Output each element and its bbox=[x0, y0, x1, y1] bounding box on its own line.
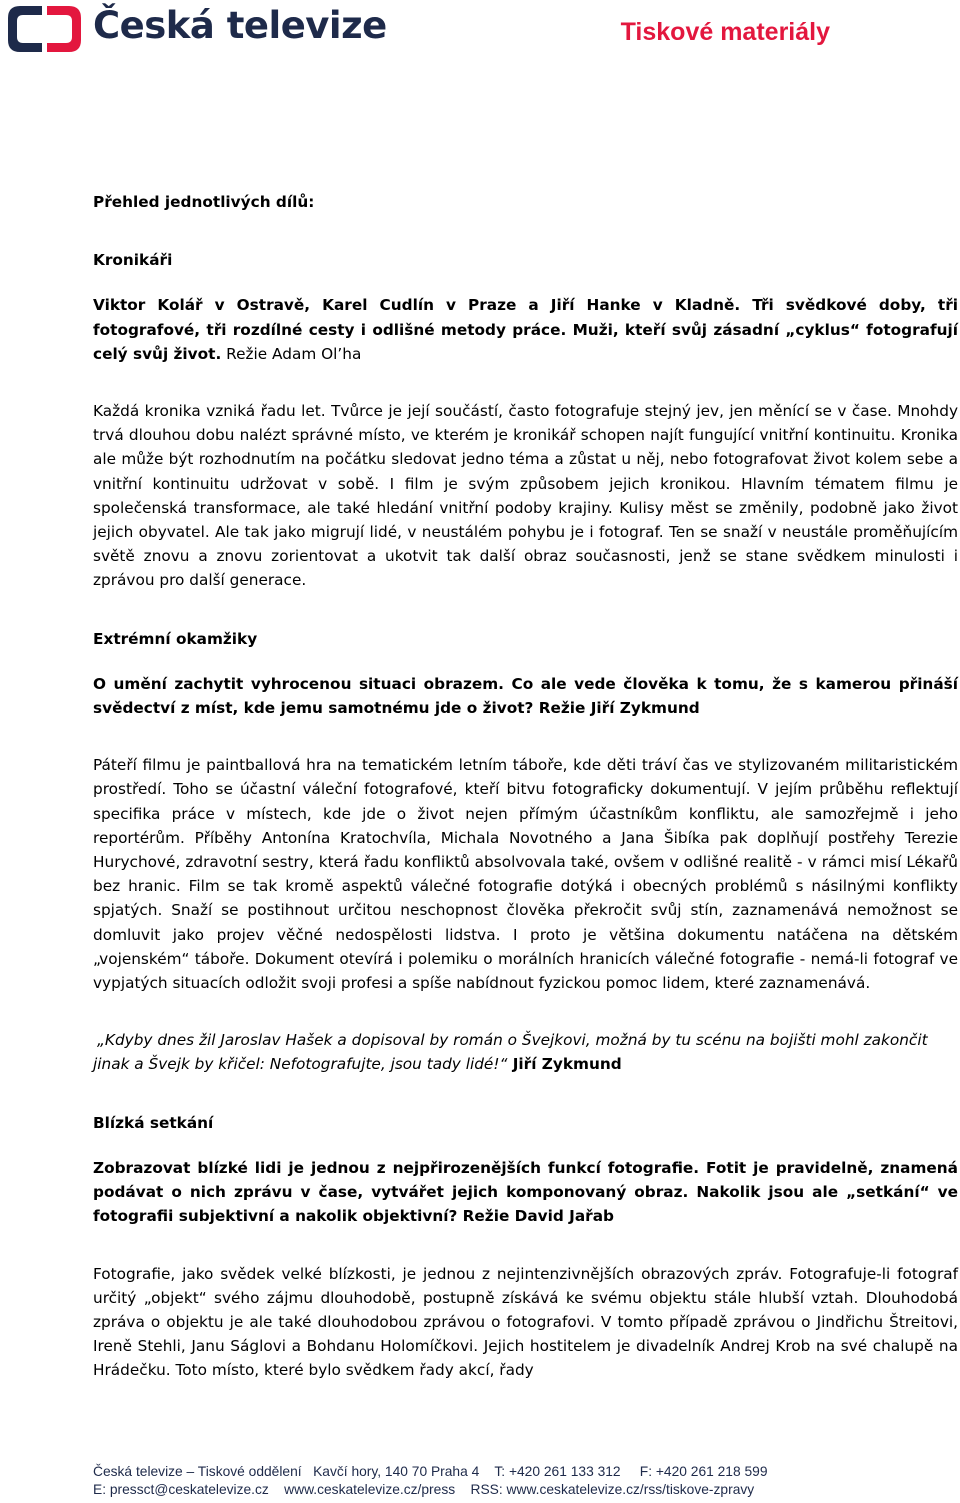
footer-phone: T: +420 261 133 312 bbox=[494, 1464, 621, 1479]
page-footer bbox=[93, 1463, 953, 1499]
section-body-kronikari: Každá kronika vzniká řadu let. Tvůrce je její součástí, často fotografuje stejný jev, jen měnící se v čase. Mnohdy trvá dlouhou dobu nalézt správné místo, ve kterém je kronikář schopen najít fungující vnitřní kontinuitu. Kronika ale může být rozhodnutím na počátku sledovat jedno téma a zůstat u něj, nebo fotografovat život kolem sebe a vnitřní kontinuitu udržovat v sobě. I film je svým způsobem jejich kronikou. Hlavním tématem filmu je společenská transformace, ale také hledání vnitřní podoby krajiny. Kulisy měst se změnily, podobně jako život jejich obyvatel. Ale tak jako migrují lidé, v neustálém pohybu je i fotograf. Ten se snaží v neustále proměňujícím světě znovu a znovu zorientovat a ukotvit tak další obraz současnosti, jenž se stane svědkem minulosti i zprávou pro další generace. bbox=[93, 402, 958, 590]
footer-org: Česká televize – Tiskové oddělení bbox=[93, 1464, 302, 1479]
footer-line-2 bbox=[93, 1481, 953, 1499]
section-quote-extremni bbox=[93, 1028, 958, 1076]
quote-text: „Kdyby dnes žil Jaroslav Hašek a dopisoval by román o Švejkovi, možná by tu scénu na bojišti mohl zakončit jinak a Švejk by křičel: Nefotografujte, jsou tady lidé!“ bbox=[93, 1031, 928, 1074]
section-body-blizka: Fotografie, jako svědek velké blízkosti, je jednou z nejintenzivnějších obrazových zpráv. Fotografuje-li fotograf určitý „objekt“ svého zájmu dlouhodobě, postupně získává ke svému objektu stále hlubší vztah. Dlouhodobá zpráva o objektu je ale také dlouhodobou zprávou o fotografovi. V tomto případě zprávou o Jindřichu Štreitovi, Ireně Stehli, Janu Ságlovi a Bohdanu Holomíčkovi. Jejich hostitelem je divadelník Andrej Krob na své chalupě na Hrádečku. Toto místo, které bylo svědkem řady akcí, řady bbox=[93, 1264, 958, 1380]
ct-logo-icon bbox=[4, 2, 86, 56]
section-title-kronikari: Kronikáři bbox=[93, 251, 173, 270]
intro-text: Viktor Kolář v Ostravě, Karel Cudlín v Praze a Jiří Hanke v Kladně. Tři svědkové doby, tři fotografové, tři rozdílné cesty i odlišné metody práce. Muži, kteří svůj zásadní „cyklus“ fotografují celý svůj život. bbox=[93, 296, 958, 363]
section-intro-blizka: Zobrazovat blízké lidi je jednou z nejpřirozenějších funkcí fotografie. Fotit je pravidelně, znamená podávat o nich zprávu v čase, vytvářet jejich komponovaný obraz. Nakolik jsou ale „setkání“ ve fotografii subjektivní a nakolik objektivní? Režie David Jařab bbox=[93, 1158, 958, 1226]
section-title-extremni: Extrémní okamžiky bbox=[93, 629, 258, 648]
press-materials-title: Tiskové materiály bbox=[620, 18, 830, 46]
section-intro-kronikari bbox=[93, 293, 958, 366]
footer-fax: F: +420 261 218 599 bbox=[639, 1464, 768, 1479]
brand-name: Česká televize bbox=[93, 4, 387, 47]
quote-author: Jiří Zykmund bbox=[507, 1055, 622, 1074]
ct-logo bbox=[4, 2, 86, 60]
footer-email-link[interactable]: E: pressct@ceskatelevize.cz bbox=[93, 1482, 269, 1497]
section-intro-extremni: O umění zachytit vyhrocenou situaci obrazem. Co ale vede člověka k tomu, že s kamerou přináší svědectví z míst, kde jemu samotnému jde o život? Režie Jiří Zykmund bbox=[93, 674, 958, 718]
footer-rss-link[interactable]: RSS: www.ceskatelevize.cz/rss/tiskove-zpravy bbox=[470, 1482, 755, 1497]
footer-line-1 bbox=[93, 1463, 953, 1481]
overview-heading: Přehled jednotlivých dílů: bbox=[93, 193, 315, 211]
page-header bbox=[0, 0, 960, 70]
section-body-extremni: Páteří filmu je paintballová hra na tematickém letním táboře, kde děti tráví čas ve stylizovaném militaristickém prostředí. Toho se účastní váleční fotografové, kteří bitvu fotograficky dokumentují. V jejím průběhu reflektují specifika práce v místech, kde jde o život nejen přímým účastníkům konfliktu, ale samozřejmě i jeho reportérům. Příběhy Antonína Kratochvíla, Michala Novotného a Jana Šibíka pak doplňují postřehy Terezie Hurychové, zdravotní sestry, která řadu konfliktů absolvovala také, ovšem v odlišné realitě - v rámci misí Lékařů bez hranic. Film se tak kromě aspektů válečné fotografie dotýká i obecných problémů s násilnými konflikty spjatých. Snaží se postihnout určitou neschopnost člověka překročit svůj stín, zaznamenává nemožnost se domluvit jako projev věčné nedospělosti lidstva. I proto je většina dokumentu natáčena na dětském „vojenském“ táboře. Dokument otevírá i polemiku o morálních hranicích válečné fotografie - nemá-li fotograf ve vypjatých situacích odložit svoji profesi a spíše nabídnout fyzickou pomoc lidem, které zaznamenává. bbox=[93, 756, 958, 993]
footer-web-link[interactable]: www.ceskatelevize.cz/press bbox=[284, 1482, 456, 1497]
document-body bbox=[93, 190, 958, 1383]
director-credit: Režie Adam Ol’ha bbox=[221, 344, 362, 363]
footer-address: Kavčí hory, 140 70 Praha 4 bbox=[313, 1464, 480, 1479]
section-title-blizka: Blízká setkání bbox=[93, 1113, 214, 1132]
